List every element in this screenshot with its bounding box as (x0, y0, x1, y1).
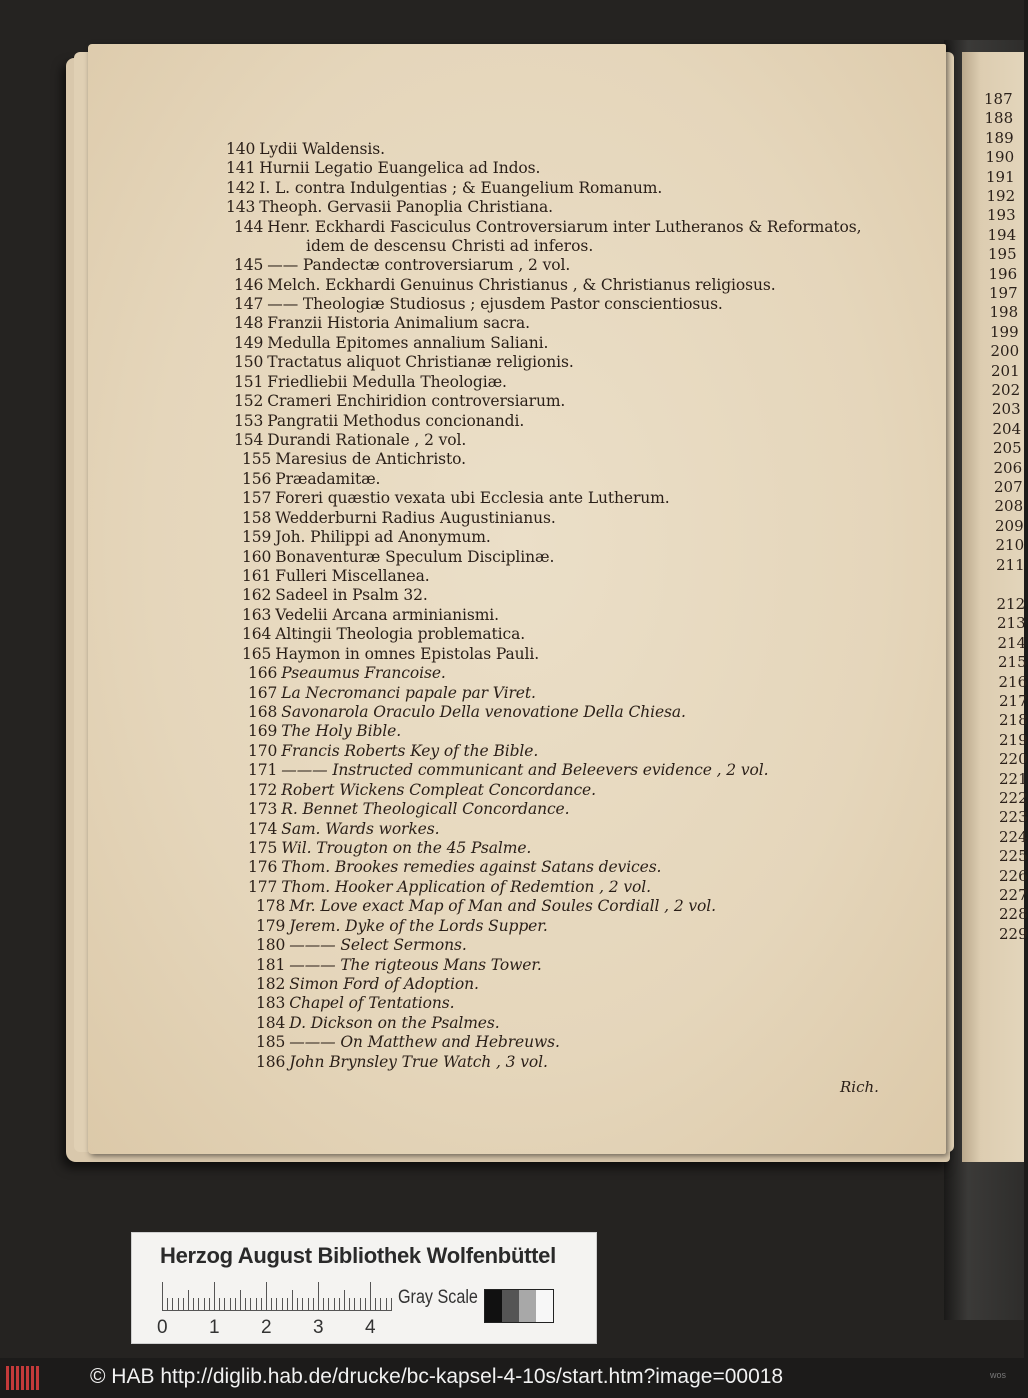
ruler-tick (167, 1298, 168, 1310)
catchword: Rich. (840, 1078, 879, 1096)
entry-title: Foreri quæstio vexata ubi Ecclesia ante Lutherum. (275, 489, 670, 508)
footer-bar (0, 1358, 1024, 1398)
gray-swatch (502, 1290, 519, 1322)
entry-title: Wil. Trougton on the 45 Psalme. (281, 839, 532, 858)
facing-page-number: 214 (997, 633, 1027, 652)
entry-number: 145 (234, 256, 264, 275)
entry-title: Sadeel in Psalm 32. (275, 586, 428, 605)
entry-number: 140 (226, 140, 256, 158)
facing-page-number: 193 (987, 206, 1016, 225)
entry-number: 182 (256, 975, 286, 994)
gray-swatch (519, 1290, 536, 1322)
color-target (131, 1232, 597, 1344)
entry-142 (226, 179, 662, 198)
entry-186 (256, 1053, 548, 1072)
entry-152 (234, 392, 565, 411)
entry-number: 172 (248, 780, 278, 799)
ruler-tick (292, 1290, 293, 1310)
ruler-tick (266, 1282, 267, 1310)
facing-page-number: 202 (991, 381, 1021, 399)
ruler-tick (230, 1298, 231, 1310)
entry-number: 147 (234, 295, 264, 313)
entry-150 (234, 353, 574, 372)
entry-title: ——— The rigteous Mans Tower. (289, 955, 542, 974)
ruler-tick (380, 1298, 381, 1310)
entry-title: Jerem. Dyke of the Lords Supper. (289, 916, 548, 935)
ruler-tick (245, 1298, 246, 1310)
entry-title: Medulla Epitomes annalium Saliani. (267, 333, 549, 352)
gray-scale-label: Gray Scale (398, 1287, 478, 1308)
facing-page-number: 204 (992, 419, 1022, 438)
ruler-tick (271, 1298, 272, 1310)
facing-page-number: 228 (999, 905, 1028, 924)
ruler-number: 3 (313, 1317, 324, 1338)
entry-181 (256, 956, 542, 975)
entry-number: 158 (242, 508, 272, 527)
facing-page-number: 217 (999, 692, 1028, 710)
entry-title: Maresius de Antichristo. (275, 450, 466, 469)
entry-title: Chapel of Tentations. (289, 994, 455, 1013)
ruler-number: 4 (365, 1317, 376, 1338)
entry-156 (242, 470, 380, 489)
entry-164 (242, 625, 525, 644)
target-title: Herzog August Bibliothek Wolfenbüttel (160, 1243, 556, 1268)
entry-number: 175 (248, 839, 278, 858)
footer-copyright-link[interactable]: © HAB http://diglib.hab.de/drucke/bc-kapsel-4-10s/start.htm?image=00018 (90, 1365, 784, 1388)
entry-157 (242, 489, 670, 508)
entry-177 (248, 878, 651, 897)
facing-page-number: 223 (999, 808, 1028, 827)
entry-151 (234, 373, 507, 392)
entry-167 (248, 684, 536, 703)
ruler-tick (318, 1282, 319, 1310)
entry-185 (256, 1033, 560, 1052)
facing-page-number: 203 (992, 400, 1021, 419)
facing-page-number: 216 (998, 672, 1028, 691)
facing-page-number: 212 (996, 595, 1026, 613)
ruler-tick (198, 1298, 199, 1310)
entry-144-continuation: idem de descensu Christi ad inferos. (306, 237, 594, 256)
entry-145 (234, 256, 570, 275)
entry-153 (234, 412, 524, 431)
entry-title: —— Theologiæ Studiosus ; ejusdem Pastor conscientiosus. (267, 295, 723, 313)
entry-173 (248, 800, 569, 819)
entry-183 (256, 994, 454, 1013)
entry-number: 165 (242, 644, 272, 663)
cm-ruler (162, 1283, 392, 1311)
gray-scale-swatches (484, 1289, 554, 1323)
entry-title: ——— Select Sermons. (289, 936, 467, 955)
ruler-tick (214, 1282, 215, 1310)
ruler-tick (261, 1298, 262, 1310)
entry-159 (242, 528, 491, 547)
entry-title: ——— Instructed communicant and Beleevers evidence , 2 vol. (281, 761, 769, 780)
entry-title: Præadamitæ. (275, 469, 381, 488)
entry-184 (256, 1014, 500, 1033)
ruler-tick (313, 1298, 314, 1310)
entry-143 (226, 198, 553, 217)
ruler-tick (349, 1298, 350, 1310)
ruler-tick (302, 1298, 303, 1310)
ruler-tick (204, 1298, 205, 1310)
ruler-number: 0 (157, 1317, 168, 1338)
entry-number: 141 (226, 159, 256, 178)
ruler-tick (370, 1282, 371, 1310)
entry-180 (256, 936, 467, 955)
facing-page-number: 195 (988, 245, 1017, 264)
facing-page-number: 221 (999, 769, 1028, 788)
ruler-tick (224, 1298, 225, 1310)
entry-171 (248, 761, 768, 780)
entry-168 (248, 703, 686, 722)
entry-162 (242, 586, 428, 605)
entry-title: Crameri Enchiridion controversiarum. (267, 392, 566, 411)
entry-title: Sam. Wards workes. (281, 819, 440, 838)
entry-title: Lydii Waldensis. (259, 140, 385, 158)
entry-title: Franzii Historia Animalium sacra. (267, 314, 530, 333)
entry-number: 168 (248, 703, 278, 722)
entry-149 (234, 334, 548, 353)
ruler-tick (183, 1298, 184, 1310)
entry-number: 154 (234, 431, 264, 450)
entry-title: Henr. Eckhardi Fasciculus Controversiarum inter Lutheranos & Reformatos, (267, 217, 862, 236)
footer-side-mark: wos (990, 1370, 1007, 1380)
entry-number: 160 (242, 547, 272, 566)
entry-178 (256, 897, 716, 916)
facing-page-number: 199 (990, 322, 1019, 341)
entry-number: 166 (248, 664, 278, 683)
entry-number: 170 (248, 741, 278, 760)
entry-number: 171 (248, 761, 278, 780)
entry-number: 177 (248, 877, 278, 896)
entry-number: 164 (242, 625, 272, 644)
ruler-tick (328, 1298, 329, 1310)
entry-147 (234, 295, 723, 314)
entry-number: 184 (256, 1013, 286, 1032)
entry-170 (248, 742, 538, 761)
entry-number: 169 (248, 722, 278, 741)
facing-page-number: 189 (985, 128, 1014, 147)
ruler-tick (282, 1298, 283, 1310)
entry-title: Vedelii Arcana arminianismi. (275, 605, 499, 624)
entry-163 (242, 606, 499, 625)
entry-number: 180 (256, 936, 286, 955)
facing-page-number: 201 (991, 361, 1020, 380)
entry-title: Mr. Love exact Map of Man and Soules Cordiall , 2 vol. (289, 897, 716, 916)
entry-title: Melch. Eckhardi Genuinus Christianus , & Christianus religiosus. (267, 275, 776, 294)
ruler-tick (386, 1298, 387, 1310)
entry-title: Thom. Brookes remedies against Satans devices. (281, 858, 662, 877)
entry-number: 144 (234, 217, 264, 236)
entry-169 (248, 722, 401, 741)
entry-number: 156 (242, 469, 272, 488)
entry-title: The Holy Bible. (281, 722, 402, 741)
ruler-tick (375, 1298, 376, 1310)
entry-155 (242, 450, 466, 469)
entry-title: Bonaventuræ Speculum Disciplinæ. (275, 547, 555, 566)
entry-title: Wedderburni Radius Augustinianus. (275, 508, 556, 527)
entry-title: Fulleri Miscellanea. (275, 567, 430, 586)
entry-title: La Necromanci papale par Viret. (281, 683, 536, 702)
ruler-tick (178, 1298, 179, 1310)
entry-number: 183 (256, 994, 286, 1013)
entry-number: 185 (256, 1033, 286, 1052)
entry-number: 151 (234, 372, 264, 391)
entry-number: 143 (226, 198, 256, 217)
entry-number: 178 (256, 897, 286, 916)
entry-166 (248, 664, 446, 683)
entry-title: Durandi Rationale , 2 vol. (267, 431, 467, 450)
entry-title: Tractatus aliquot Christianæ religionis. (267, 353, 574, 372)
entry-140 (226, 140, 385, 159)
facing-page-number: 198 (989, 303, 1019, 322)
entry-title: Pangratii Methodus concionandi. (267, 411, 525, 430)
entry-number: 142 (226, 178, 256, 197)
entry-174 (248, 820, 439, 839)
ruler-number: 1 (209, 1317, 220, 1338)
entry-title: Robert Wickens Compleat Concordance. (281, 780, 596, 799)
ruler-tick (276, 1298, 277, 1310)
entry-title: —— Pandectæ controversiarum , 2 vol. (267, 256, 571, 275)
entry-title: Hurnii Legatio Euangelica ad Indos. (259, 159, 541, 178)
ruler-tick (240, 1290, 241, 1310)
facing-page-number: 207 (994, 478, 1023, 496)
ruler-tick (162, 1282, 163, 1310)
facing-page-number: 209 (995, 516, 1024, 535)
gray-swatch (485, 1290, 502, 1322)
entry-title: Haymon in omnes Epistolas Pauli. (275, 644, 540, 663)
entry-number: 153 (234, 411, 264, 430)
facing-page-number: 205 (993, 439, 1022, 458)
entry-number: 159 (242, 528, 272, 547)
entry-number: 157 (242, 489, 272, 508)
entry-title: Friedliebii Medulla Theologiæ. (267, 372, 507, 391)
ruler-tick (219, 1298, 220, 1310)
ruler-tick (360, 1298, 361, 1310)
facing-page-number: 187 (984, 90, 1013, 108)
entry-title: Simon Ford of Adoption. (289, 975, 479, 994)
ruler-tick (250, 1298, 251, 1310)
facing-page-number: 215 (998, 653, 1027, 672)
ruler-tick (339, 1298, 340, 1310)
facing-page-number: 197 (989, 284, 1018, 302)
entry-172 (248, 781, 596, 800)
entry-title: John Brynsley True Watch , 3 vol. (289, 1052, 548, 1071)
entry-title: Altingii Theologia problematica. (275, 625, 526, 644)
facing-page-number: 222 (999, 789, 1028, 807)
entry-158 (242, 509, 556, 528)
ruler-tick (354, 1298, 355, 1310)
facing-page-number: 218 (999, 711, 1028, 730)
entry-number: 173 (248, 800, 278, 819)
ruler-tick (344, 1290, 345, 1310)
entry-number: 149 (234, 333, 264, 352)
ruler-number: 2 (261, 1317, 272, 1338)
entry-165 (242, 645, 539, 664)
entry-title: Francis Roberts Key of the Bible. (281, 741, 539, 760)
entry-148 (234, 314, 530, 333)
facing-page-number: 200 (990, 342, 1020, 361)
facing-page-number: 211 (996, 555, 1025, 574)
facing-page-number: 191 (986, 167, 1015, 186)
entry-title: ——— On Matthew and Hebreuws. (289, 1033, 560, 1052)
entry-number: 181 (256, 955, 286, 974)
ruler-tick (209, 1298, 210, 1310)
ruler-tick (256, 1298, 257, 1310)
entry-number: 161 (242, 567, 272, 586)
ruler-tick (308, 1298, 309, 1310)
facing-page-number: 188 (984, 109, 1014, 128)
ruler-tick (334, 1298, 335, 1310)
entry-number: 155 (242, 450, 272, 469)
entry-title: Joh. Philippi ad Anonymum. (275, 528, 491, 547)
entry-160 (242, 548, 554, 567)
facing-page-number: 190 (985, 148, 1015, 167)
entry-title: Pseaumus Francoise. (281, 664, 446, 683)
entry-title: Savonarola Oraculo Della venovatione Della Chiesa. (281, 703, 686, 722)
ruler-tick (391, 1298, 392, 1310)
facing-page-number: 194 (987, 225, 1017, 244)
entry-number: 179 (256, 916, 286, 935)
facing-page-number: 206 (993, 458, 1023, 477)
facing-page-number: 220 (999, 750, 1028, 769)
entry-175 (248, 839, 531, 858)
facing-page-number: 227 (999, 886, 1028, 904)
entry-146 (234, 276, 776, 295)
facing-page-number: 213 (997, 614, 1026, 633)
entry-title: R. Bennet Theologicall Concordance. (281, 800, 570, 819)
ruler-tick (172, 1298, 173, 1310)
entry-title: Theoph. Gervasii Panoplia Christiana. (259, 198, 553, 217)
hab-logo-icon (6, 1364, 46, 1392)
facing-page-number: 224 (999, 827, 1028, 846)
entry-title: Thom. Hooker Application of Redemtion , 2 vol. (281, 877, 651, 896)
entry-182 (256, 975, 479, 994)
entry-161 (242, 567, 430, 586)
gray-swatch (536, 1290, 553, 1322)
facing-page-number: 219 (999, 730, 1028, 749)
entry-141 (226, 159, 540, 178)
ruler-tick (297, 1298, 298, 1310)
facing-page-number: 192 (986, 187, 1016, 205)
facing-page-number: 229 (999, 924, 1028, 943)
entry-number: 163 (242, 605, 272, 624)
entry-number: 152 (234, 392, 264, 411)
entry-number: 167 (248, 683, 278, 702)
entry-title: I. L. contra Indulgentias ; & Euangelium Romanum. (259, 178, 663, 197)
ruler-tick (287, 1298, 288, 1310)
entry-144 (234, 218, 861, 237)
facing-page-number: 210 (995, 536, 1025, 555)
ruler-tick (365, 1298, 366, 1310)
ruler-tick (235, 1298, 236, 1310)
facing-page-number: 196 (988, 264, 1018, 283)
entry-number: 148 (234, 314, 264, 333)
ruler-tick (188, 1290, 189, 1310)
facing-page (962, 52, 1028, 1162)
facing-page-number: 225 (999, 847, 1028, 866)
facing-page-number: 226 (999, 866, 1028, 885)
entry-number: 176 (248, 858, 278, 877)
ruler-tick (323, 1298, 324, 1310)
ruler-tick (193, 1298, 194, 1310)
entry-title: D. Dickson on the Psalmes. (289, 1013, 500, 1032)
entry-number: 150 (234, 353, 264, 372)
entry-176 (248, 858, 661, 877)
facing-page-number: 208 (994, 497, 1024, 516)
entry-number: 186 (256, 1052, 286, 1071)
entry-number: 174 (248, 819, 278, 838)
entry-number: 146 (234, 275, 264, 294)
entry-number: 162 (242, 586, 272, 605)
entry-179 (256, 917, 548, 936)
entry-154 (234, 431, 466, 450)
